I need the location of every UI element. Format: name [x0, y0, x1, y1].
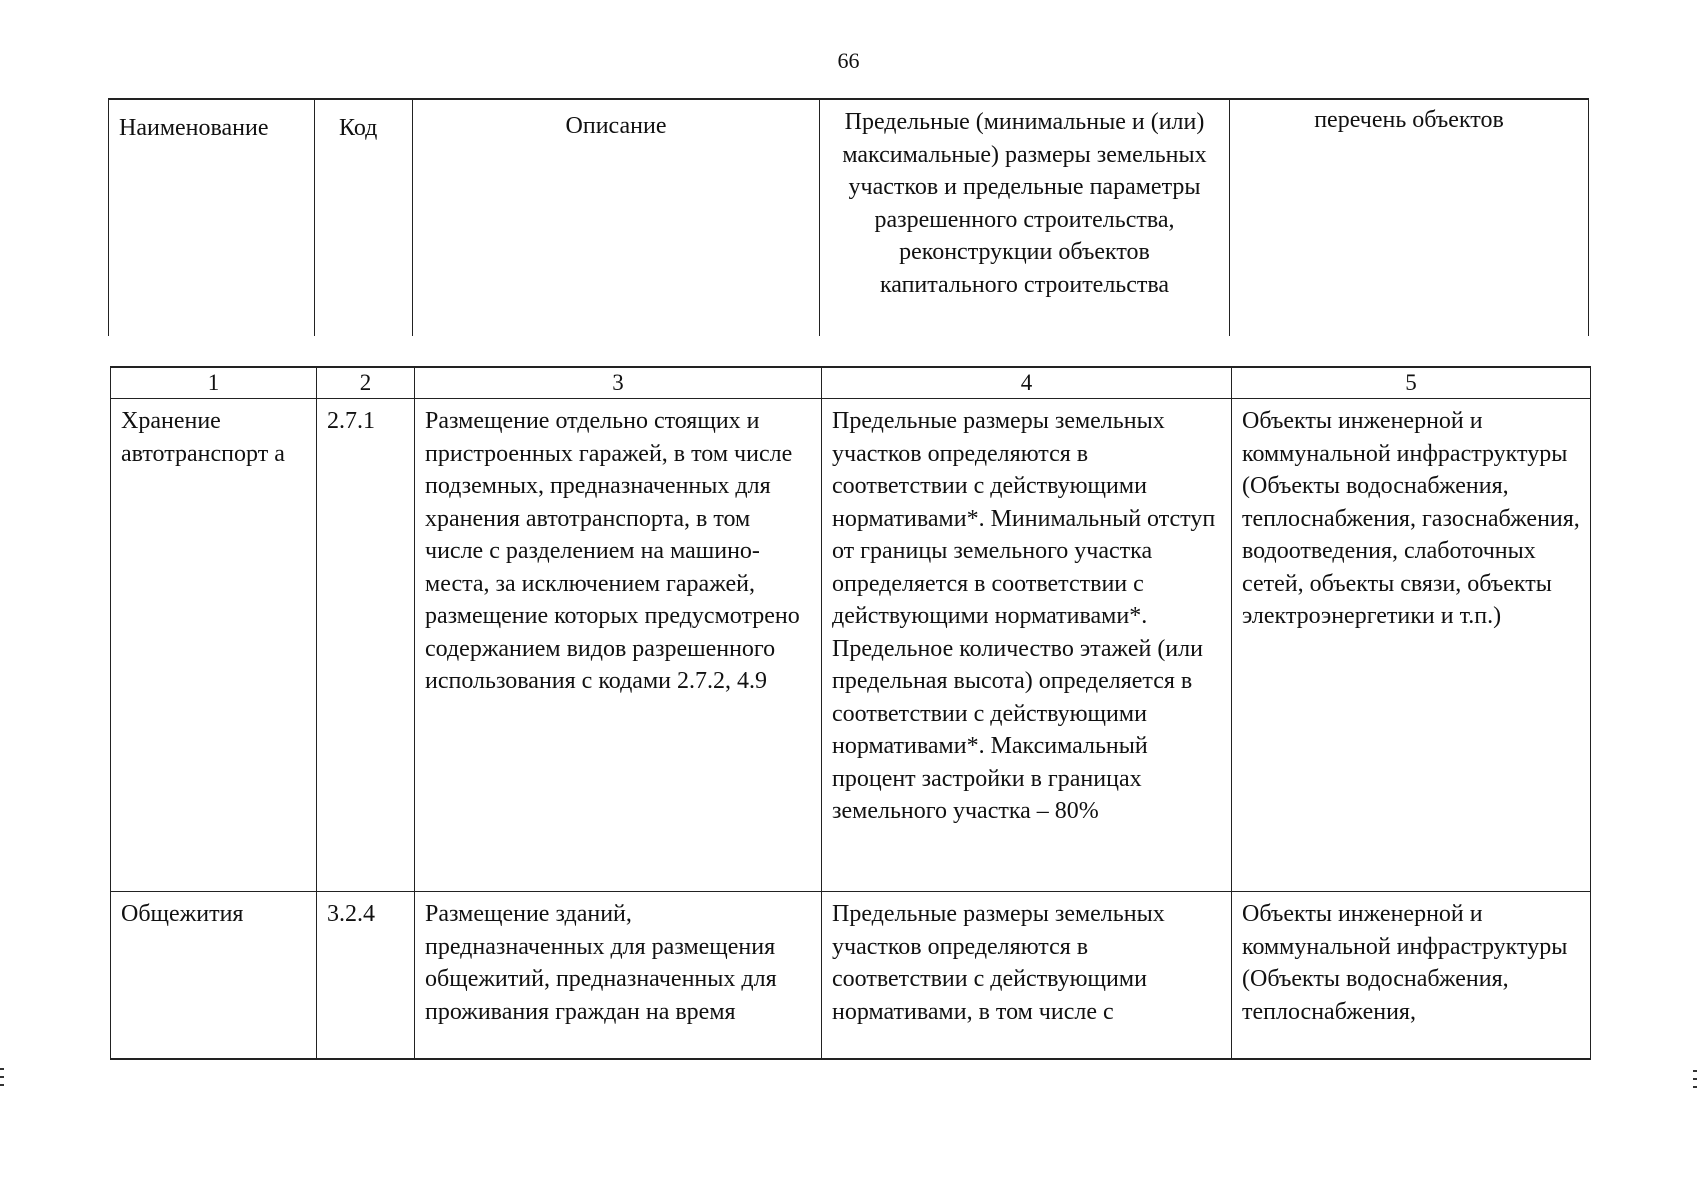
- row-objects: Объекты инженерной и коммунальной инфраструктуры (Объекты водоснабжения, теплоснабжения,: [1242, 901, 1568, 1025]
- row-objects: Объекты инженерной и коммунальной инфраструктуры (Объекты водоснабжения, теплоснабжения, газоснабжения, водоотведения, слаботочных сетей, объекты связи, объекты электроэнергетики и т.п.): [1242, 408, 1580, 629]
- header-objects-list-text: перечень объектов: [1314, 107, 1504, 133]
- row-name: Общежития: [121, 901, 244, 927]
- page-number: 66: [837, 48, 860, 73]
- column-number-row: [111, 367, 1591, 399]
- header-params-text: Предельные (минимальные и (или) максимальные) размеры земельных участков и предельные параметры разрешенного строительства, реконструкции объектов капитального строительства: [842, 109, 1207, 298]
- scan-edge-mark: [0, 1084, 4, 1086]
- header-name-text: Наименование: [119, 115, 269, 141]
- header-description-text: Описание: [565, 113, 667, 139]
- row-objects-cell: [1232, 892, 1591, 1060]
- row-params-cell: [822, 892, 1232, 1060]
- row-name: Хранение автотранспорт а: [121, 408, 285, 467]
- header-cell-code: [315, 99, 413, 336]
- table-row: [111, 399, 1591, 892]
- row-description: Размещение отдельно стоящих и пристроенных гаражей, в том числе подземных, предназначенных для хранения автотранспорта, в том числе с разделением на машино-места, за исключением гаражей, размещение которых предусмотрено содержанием видов разрешенного использования с кодами 2.7.2, 4.9: [425, 408, 800, 694]
- column-number: 5: [1232, 367, 1591, 399]
- column-number: 2: [317, 367, 415, 399]
- header-cell-objects-list: [1230, 99, 1589, 336]
- scan-edge-mark: [1693, 1078, 1697, 1080]
- row-params: Предельные размеры земельных участков определяются в соответствии с действующими нормативами, в том числе с: [832, 901, 1165, 1025]
- scan-edge-mark: [1693, 1070, 1697, 1072]
- header-code-text: Код: [339, 115, 378, 141]
- header-cell-params: [820, 99, 1230, 336]
- column-number: 3: [415, 367, 822, 399]
- column-number: 1: [111, 367, 317, 399]
- row-description-cell: [415, 892, 822, 1060]
- scan-edge-mark: [0, 1076, 4, 1078]
- row-code: 3.2.4: [327, 901, 375, 927]
- row-name-cell: [111, 399, 317, 892]
- table-row: [111, 892, 1591, 1060]
- header-cell-description: [413, 99, 820, 336]
- scan-edge-mark: [1693, 1086, 1697, 1088]
- table-body: [110, 366, 1591, 1060]
- row-code-cell: [317, 892, 415, 1060]
- column-number: 4: [822, 367, 1232, 399]
- row-name-cell: [111, 892, 317, 1060]
- row-params: Предельные размеры земельных участков определяются в соответствии с действующими нормативами*. Минимальный отступ от границы земельного участка определяется в соответствии с действующими нормативами*. Предельное количество этажей (или предельная высота) определяется в соответствии с действующими нормативами*. Максимальный процент застройки в границах земельного участка – 80%: [832, 408, 1216, 824]
- row-description: Размещение зданий, предназначенных для размещения общежитий, предназначенных для проживания граждан на время: [425, 901, 777, 1025]
- header-row: [109, 99, 1589, 336]
- row-code-cell: [317, 399, 415, 892]
- row-objects-cell: [1232, 399, 1591, 892]
- table-header: [108, 98, 1589, 336]
- header-cell-name: [109, 99, 315, 336]
- row-code: 2.7.1: [327, 408, 375, 434]
- row-params-cell: [822, 399, 1232, 892]
- row-description-cell: [415, 399, 822, 892]
- scan-edge-mark: [0, 1068, 4, 1070]
